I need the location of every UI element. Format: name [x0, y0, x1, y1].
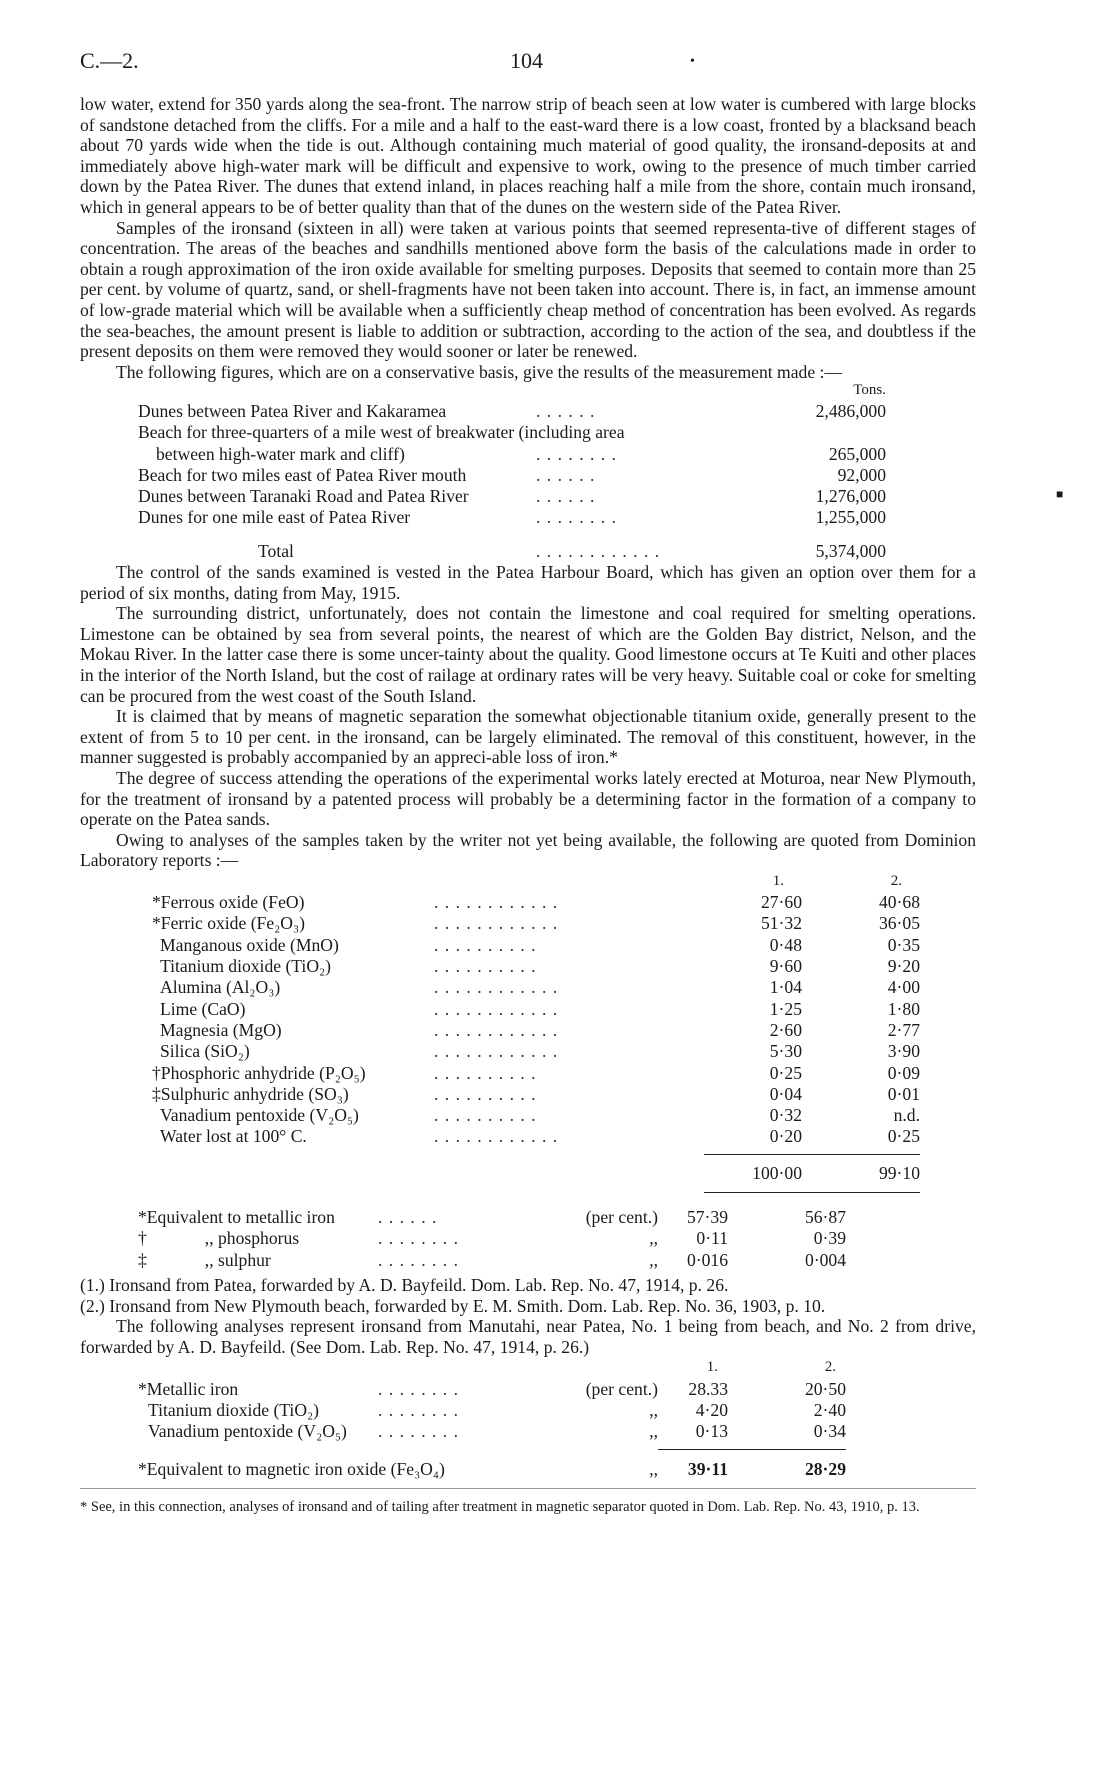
row-label: Alumina (Al₂O₃) [160, 977, 281, 998]
row-label: *Ferric oxide (Fe₂O₃) [152, 913, 305, 934]
row-label: Magnesia (MgO) [160, 1019, 282, 1040]
value-col-2: 28·29 [804, 1459, 846, 1479]
row-value: 1,276,000 [815, 486, 886, 507]
table-header-row [152, 871, 920, 892]
row-value: 92,000 [837, 464, 886, 485]
value-col-2: 2·40 [813, 1399, 846, 1420]
row-unit: ,, [649, 1399, 658, 1420]
equivalents-table-1 [138, 1207, 846, 1271]
value-col-1: 9·60 [769, 956, 802, 977]
value-col-1: 51·32 [760, 913, 802, 934]
row-leader: . . . . . . [536, 464, 596, 485]
table-row: *Ferrous oxide (FeO) . . . . . . . . . . . . 27·60 40·68 [152, 892, 920, 913]
table-header-row [138, 1357, 846, 1378]
report-code: C.—2. [80, 48, 139, 73]
table-row [138, 444, 886, 465]
row-unit: ,, [649, 1421, 658, 1442]
source-1: (1.) Ironsand from Patea, forwarded by A. D. Bayfeild. Dom. Lab. Rep. No. 47, 1914, p. 26. [80, 1274, 729, 1295]
row-label: ,, sulphur [204, 1249, 271, 1270]
value-col-1: 0·20 [704, 1126, 802, 1154]
table-row: † ,, phosphorus . . . . . . . . ,, 0·11 0·39 [138, 1228, 846, 1249]
row-label: Lime (CaO) [160, 998, 246, 1019]
row-label: Beach for three-quarters of a mile west of breakwater (including area [138, 422, 625, 443]
table-row: *Equivalent to metallic iron . . . . . . (per cent.) 57·39 56·87 [138, 1207, 846, 1228]
row-value: 265,000 [828, 443, 886, 464]
table-row [138, 507, 886, 528]
value-col-2: 0·01 [887, 1083, 920, 1104]
row-leader: . . . . . . . . [536, 443, 617, 464]
column-header-1: 1. [706, 1359, 718, 1376]
row-label: Beach for two miles east of Patea River mouth [138, 464, 467, 485]
row-label: Titanium dioxide (TiO₂) [160, 956, 332, 977]
paragraph-4: The control of the sands examined is vested in the Patea Harbour Board, which has given an option over them for a period of six months, dating from May, 1915. [80, 561, 976, 603]
tons-unit-header: Tons. [853, 382, 886, 399]
value-col-1: 1·25 [769, 998, 802, 1019]
value-col-2: 2·77 [887, 1019, 920, 1040]
row-label: *Equivalent to magnetic iron oxide (Fe₃O₄) [138, 1459, 445, 1479]
total-label: Total [258, 540, 294, 561]
row-unit: ,, [649, 1228, 658, 1249]
table-row: Lime (CaO) . . . . . . . . . . . . 1·25 1·80 [152, 999, 920, 1020]
row-label: ,, phosphorus [204, 1228, 300, 1249]
value-col-2: 40·68 [878, 892, 920, 913]
value-col-1: 0·48 [769, 934, 802, 955]
value-col-1: 1·04 [769, 977, 802, 998]
row-label: †Phosphoric anhydride (P₂O₅) [152, 1062, 366, 1083]
row-label: Manganous oxide (MnO) [160, 934, 339, 955]
value-col-1: 28.33 [688, 1378, 728, 1399]
value-col-1: 0·04 [769, 1083, 802, 1104]
table-row: †Phosphoric anhydride (P₂O₅) . . . . . . . . . . 0·25 0·09 [152, 1062, 920, 1083]
value-col-1: 27·60 [760, 892, 802, 913]
value-col-2: 20·50 [804, 1378, 846, 1399]
table-row [138, 486, 886, 507]
table-row: Manganous oxide (MnO) . . . . . . . . . . 0·48 0·35 [152, 935, 920, 956]
row-value: 2,486,000 [815, 400, 886, 421]
table-row: ‡ ,, sulphur . . . . . . . . ,, 0·016 0·004 [138, 1249, 846, 1270]
table-row [138, 465, 886, 486]
total-value: 5,374,000 [815, 540, 886, 561]
paragraph-6: It is claimed that by means of magnetic separation the somewhat objectionable titanium oxide, generally present to the extent of from 5 to 10 per cent. in the ironsand, can be largely eliminated. The removal of this constituent, however, in the manner suggested is probably accompanied by an appreci-able loss of iron.* [80, 706, 976, 768]
row-label: Dunes between Patea River and Kakaramea [138, 400, 447, 421]
table-row: Magnesia (MgO) . . . . . . . . . . . . 2·60 2·77 [152, 1020, 920, 1041]
table-row: Water lost at 100° C. . . . . . . . . . . . . 0·20 0·25 [152, 1126, 920, 1154]
table-row: Vanadium pentoxide (V₂O₅) . . . . . . . . ,, 0·13 0·34 [138, 1421, 846, 1449]
value-col-1: 39·11 [687, 1459, 728, 1479]
table-row: Vanadium pentoxide (V₂O₅) . . . . . . . . . . 0·32 n.d. [152, 1105, 920, 1126]
value-col-2: 56·87 [804, 1207, 846, 1228]
document-page [80, 48, 976, 1516]
tons-table [138, 401, 886, 562]
total-row [152, 1154, 920, 1192]
value-col-2: 0·39 [813, 1228, 846, 1249]
row-leader: . . . . . . [536, 400, 596, 421]
value-col-2: 3·90 [887, 1041, 920, 1062]
paragraph-2: Samples of the ironsand (sixteen in all) were taken at various points that seemed representa-tive of different stages of concentration. The areas of the beaches and sandhills mentioned above form the basis of the calculations made in order to obtain a rough approximation of the iron oxide available for smelting purposes. Deposits that seemed to contain more than 25 per cent. by volume of quartz, sand, or shell-fragments have not been taken into account. There is, in fact, an immense amount of low-grade material which will be available when a sufficiently cheap method of concentration has been evolved. As regards the sea-beaches, the amount present is liable to addition or subtraction, according to the action of the sea, and doubtless if the present deposits on them were removed they would sooner or later be renewed. [80, 217, 976, 362]
column-header-1: 1. [772, 872, 784, 889]
total-leader: . . . . . . . . . . . . [536, 540, 661, 561]
value-col-1: 0·016 [686, 1249, 728, 1270]
row-label: *Equivalent to metallic iron [138, 1207, 335, 1228]
row-label: *Metallic iron [138, 1378, 239, 1399]
value-col-1: 57·39 [686, 1207, 728, 1228]
table-row: *Ferric oxide (Fe₂O₃) . . . . . . . . . . . . 51·32 36·05 [152, 913, 920, 934]
value-col-1: 0·32 [769, 1105, 802, 1126]
paragraph-7: The degree of success attending the operations of the experimental works lately erected at Moturoa, near New Plymouth, for the treatment of ironsand by a patented process will probably be a determining factor in the formation of a company to operate on the Patea sands. [80, 767, 976, 830]
value-col-2: 4·00 [887, 977, 920, 998]
row-label: Vanadium pentoxide (V₂O₅) [148, 1421, 347, 1442]
table-row: Titanium dioxide (TiO₂) . . . . . . . . . . 9·60 9·20 [152, 956, 920, 977]
header-dot: • [690, 54, 695, 69]
value-col-1: 2·60 [769, 1019, 802, 1040]
value-col-2: 0·004 [804, 1249, 846, 1270]
table-row: Silica (SiO₂) . . . . . . . . . . . . 5·30 3·90 [152, 1041, 920, 1062]
total-row [138, 541, 886, 562]
row-label: Dunes for one mile east of Patea River [138, 507, 411, 528]
body-text [80, 94, 976, 1516]
paragraph-5: The surrounding district, unfortunately, does not contain the limestone and coal required for smelting operations. Limestone can be obtained by sea from several points, the nearest of which are the Golden Bay district, Nelson, and the Mokau River. In the latter case there is some uncer-tainty about the quality. Good limestone occurs at Te Kuiti and other places in the interior of the North Island, but the cost of railage at ordinary rates will be very heavy. Suitable coal or coke for smelting can be procured from the west coast of the South Island. [80, 603, 976, 706]
value-col-2: n.d. [893, 1105, 920, 1126]
margin-dot: ■ [1056, 487, 1064, 501]
paragraph-3: The following figures, which are on a conservative basis, give the results of the measurement made :— [116, 361, 843, 382]
source-2: (2.) Ironsand from New Plymouth beach, forwarded by E. M. Smith. Dom. Lab. Rep. No. 36, 1903, p. 10. [80, 1295, 826, 1316]
analysis-table-2 [138, 1357, 846, 1480]
table-row [138, 1459, 846, 1480]
row-label: ‡Sulphuric anhydride (SO₃) [152, 1083, 349, 1104]
page-header [80, 48, 976, 88]
row-unit: ,, [649, 1459, 658, 1479]
paragraph-8: Owing to analyses of the samples taken by the writer not yet being available, the following are quoted from Dominion Laboratory reports :— [80, 829, 976, 871]
row-label: Dunes between Taranaki Road and Patea River [138, 486, 469, 507]
value-col-1: 0·13 [658, 1421, 728, 1449]
column-header-2: 2. [890, 872, 902, 889]
total-col-2: 99·10 [802, 1154, 920, 1192]
row-unit: (per cent.) [585, 1207, 658, 1228]
value-col-2: 9·20 [887, 956, 920, 977]
row-leader: . . . . . . [536, 486, 596, 507]
row-unit: ,, [649, 1249, 658, 1270]
row-label: Vanadium pentoxide (V₂O₅) [160, 1105, 359, 1126]
table-row: Titanium dioxide (TiO₂) . . . . . . . . ,, 4·20 2·40 [138, 1400, 846, 1421]
row-label: Titanium dioxide (TiO₂) [148, 1399, 320, 1420]
table-row: Alumina (Al₂O₃) . . . . . . . . . . . . 1·04 4·00 [152, 977, 920, 998]
row-value: 1,255,000 [815, 507, 886, 528]
row-label: *Ferrous oxide (FeO) [152, 892, 305, 913]
value-col-1: 0·11 [696, 1228, 728, 1249]
table-row: ‡Sulphuric anhydride (SO₃) . . . . . . . . . . 0·04 0·01 [152, 1083, 920, 1104]
paragraph-9: The following analyses represent ironsand from Manutahi, near Patea, No. 1 being from beach, and No. 2 from drive, forwarded by A. D. Bayfeild. (See Dom. Lab. Rep. No. 47, 1914, p. 26.) [80, 1316, 976, 1357]
value-col-2: 1·80 [887, 998, 920, 1019]
footnote: * See, in this connection, analyses of ironsand and of tailing after treatment in magnetic separator quoted in Dom. Lab. Rep. No. 43, 1910, p. 13. [80, 1499, 920, 1516]
row-mark: ‡ [138, 1249, 147, 1270]
row-label: Silica (SiO₂) [160, 1041, 250, 1062]
footnote-rule [80, 1488, 976, 1489]
value-col-1: 5·30 [769, 1041, 802, 1062]
row-leader: . . . . . . . . [536, 507, 617, 528]
row-label: Water lost at 100° C. [160, 1126, 307, 1147]
paragraph-1: low water, extend for 350 yards along the sea-front. The narrow strip of beach seen at low water is cumbered with large blocks of sandstone detached from the cliffs. For a mile and a half to the east-ward there is a low coast, fronted by a blacksand beach about 70 yards wide when the tide is out. Although containing much material of good quality, the ironsand-deposits at and immediately above high-water mark will be difficult and expensive to work, owing to the presence of much timber carried down by the Patea River. The dunes that extend inland, in places reaching half a mile from the shore, contain much ironsand, which in general appears to be of better quality than that of the dunes on the western side of the Patea River. [80, 94, 976, 217]
column-header-2: 2. [824, 1359, 836, 1376]
table-row: *Metallic iron . . . . . . . . (per cent.) 28.33 20·50 [138, 1378, 846, 1399]
value-col-2: 0·25 [802, 1126, 920, 1154]
value-col-2: 0·35 [887, 934, 920, 955]
value-col-2: 36·05 [878, 913, 920, 934]
analysis-table-1 [152, 871, 920, 1193]
value-col-1: 0·25 [769, 1062, 802, 1083]
value-col-2: 0·34 [728, 1421, 846, 1449]
row-mark: † [138, 1228, 147, 1249]
value-col-1: 4·20 [695, 1399, 728, 1420]
row-unit: (per cent.) [585, 1378, 658, 1399]
table-row [138, 422, 886, 443]
row-label: between high-water mark and cliff) [156, 443, 405, 464]
table-row [138, 401, 886, 422]
page-number: 104 [510, 48, 543, 73]
value-col-2: 0·09 [887, 1062, 920, 1083]
total-col-1: 100·00 [704, 1154, 802, 1192]
